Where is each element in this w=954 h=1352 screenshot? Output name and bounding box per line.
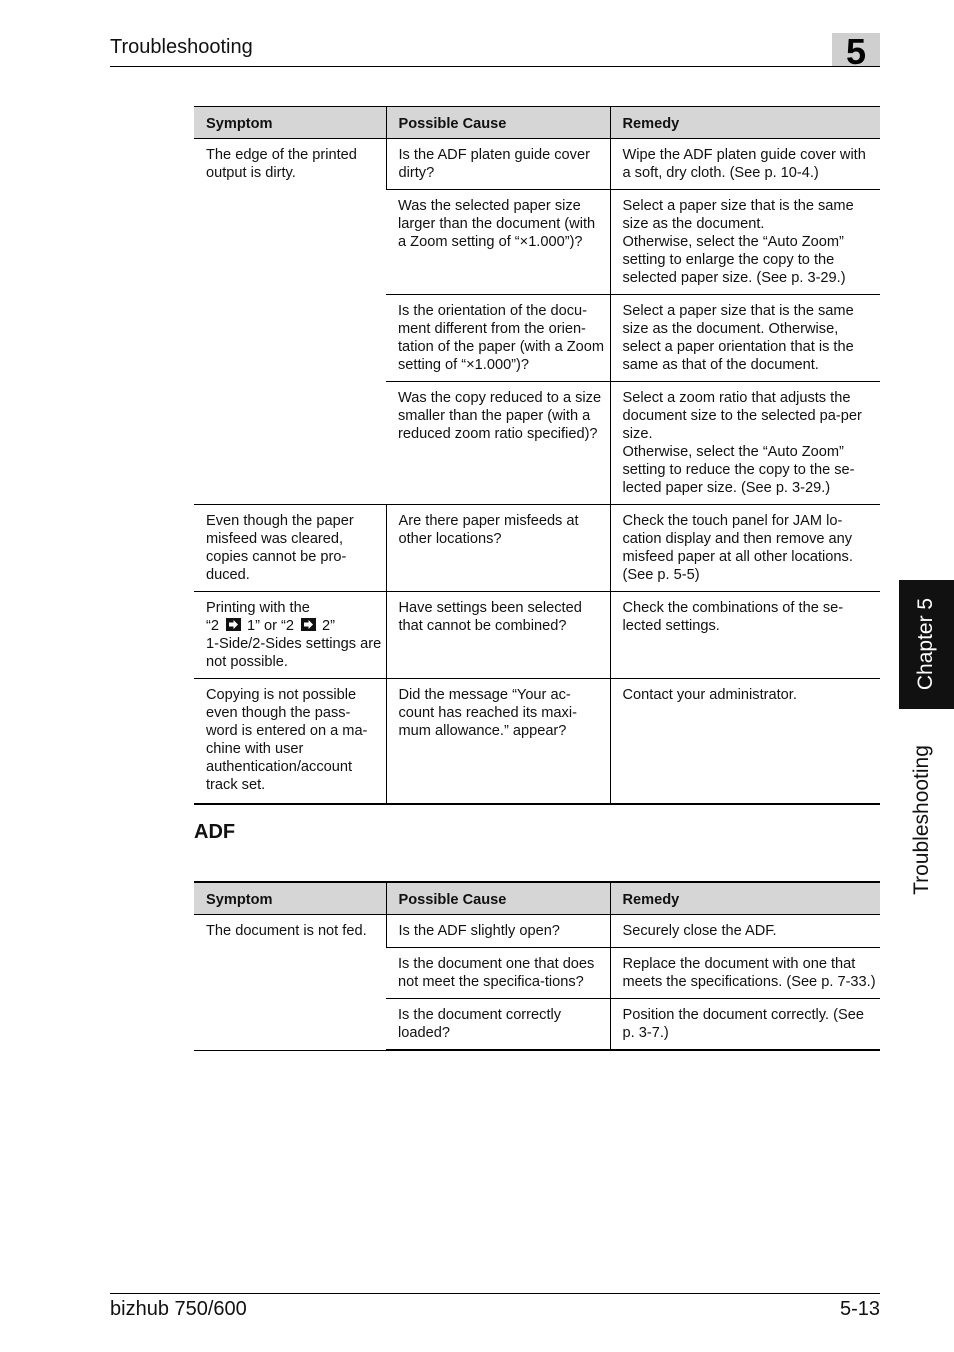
symptom-text: 2”: [322, 618, 336, 634]
header-remedy: Remedy: [610, 882, 880, 915]
cause-cell: Was the selected paper size larger than the document (with a Zoom setting of “×1.000”)?: [386, 190, 610, 295]
header-remedy: Remedy: [610, 107, 880, 139]
arrow-right-icon: [301, 618, 316, 631]
cause-cell: Are there paper misfeeds at other locations?: [386, 505, 610, 592]
header-symptom: Symptom: [194, 882, 386, 915]
symptom-cell: Even though the paper misfeed was cleared, copies cannot be pro-duced.: [194, 505, 386, 592]
remedy-cell: Check the combinations of the se-lected settings.: [610, 592, 880, 679]
footer-rule: [110, 1293, 880, 1294]
remedy-cell: Position the document correctly. (See p. 3-7.): [610, 999, 880, 1051]
table-row: [194, 679, 880, 805]
running-header-title: Troubleshooting: [110, 36, 253, 58]
symptom-cell: The edge of the printed output is dirty.: [194, 139, 386, 505]
remedy-cell: Select a paper size that is the same size as the document. Otherwise, select a paper orientation that is the same as that of the document.: [610, 295, 880, 382]
symptom-text: “2: [206, 618, 219, 634]
footer-model: bizhub 750/600: [110, 1298, 247, 1320]
table-row: [194, 505, 880, 592]
symptom-cell: [194, 592, 386, 679]
section-side-tab-label: Troubleshooting: [910, 745, 933, 895]
troubleshooting-table: [194, 106, 880, 805]
table-row: [194, 915, 880, 948]
header-rule: [110, 66, 880, 67]
cause-cell: Have settings been selected that cannot be combined?: [386, 592, 610, 679]
remedy-cell: Select a paper size that is the same size as the document. Otherwise, select the “Auto Zoom” setting to enlarge the copy to the selected paper size. (See p. 3-29.): [610, 190, 880, 295]
symptom-cell: The document is not fed.: [194, 915, 386, 1051]
adf-troubleshooting-table: [194, 881, 880, 1051]
chapter-number-box: [832, 31, 880, 72]
symptom-text: 1-Side/2-Sides settings are not possible.: [206, 636, 382, 670]
cause-cell: Is the ADF slightly open?: [386, 915, 610, 948]
cause-cell: Is the document correctly loaded?: [386, 999, 610, 1051]
remedy-cell: Check the touch panel for JAM lo-cation display and then remove any misfeed paper at all other locations. (See p. 5-5): [610, 505, 880, 592]
footer-page-number: 5-13: [839, 1298, 880, 1320]
chapter-side-tab: [899, 580, 954, 709]
remedy-cell: Contact your administrator.: [610, 679, 880, 805]
chapter-number: 5: [845, 31, 867, 72]
table-header-row: [194, 107, 880, 139]
header-possible-cause: Possible Cause: [386, 107, 610, 139]
table-row: [194, 139, 880, 190]
symptom-cell: Copying is not possible even though the pass-word is entered on a ma-chine with user authentication/account track set.: [194, 679, 386, 805]
cause-cell: Is the ADF platen guide cover dirty?: [386, 139, 610, 190]
cause-cell: Is the document one that does not meet the specifica-tions?: [386, 948, 610, 999]
cause-cell: Is the orientation of the docu-ment different from the orien-tation of the paper (with a Zoom setting of “×1.000”)?: [386, 295, 610, 382]
symptom-text: 1” or “2: [246, 618, 295, 634]
cause-cell: Was the copy reduced to a size smaller than the paper (with a reduced zoom ratio specified)?: [386, 382, 610, 505]
cause-cell: Did the message “Your ac-count has reached its maxi-mum allowance.” appear?: [386, 679, 610, 805]
remedy-cell: Wipe the ADF platen guide cover with a soft, dry cloth. (See p. 10-4.): [610, 139, 880, 190]
chapter-side-tab-label: Chapter 5: [914, 597, 937, 691]
header-possible-cause: Possible Cause: [386, 882, 610, 915]
table-header-row: [194, 882, 880, 915]
arrow-right-icon: [226, 618, 241, 631]
table-row: [194, 592, 880, 679]
section-heading: ADF: [194, 821, 236, 843]
remedy-cell: Securely close the ADF.: [610, 915, 880, 948]
header-symptom: Symptom: [194, 107, 386, 139]
remedy-cell: Replace the document with one that meets the specifications. (See p. 7-33.): [610, 948, 880, 999]
symptom-text: Printing with the: [206, 600, 310, 616]
remedy-cell: Select a zoom ratio that adjusts the document size to the selected pa-per size. Otherwise, select the “Auto Zoom” setting to reduce the copy to the se-lected paper size. (See p. 3-29.): [610, 382, 880, 505]
